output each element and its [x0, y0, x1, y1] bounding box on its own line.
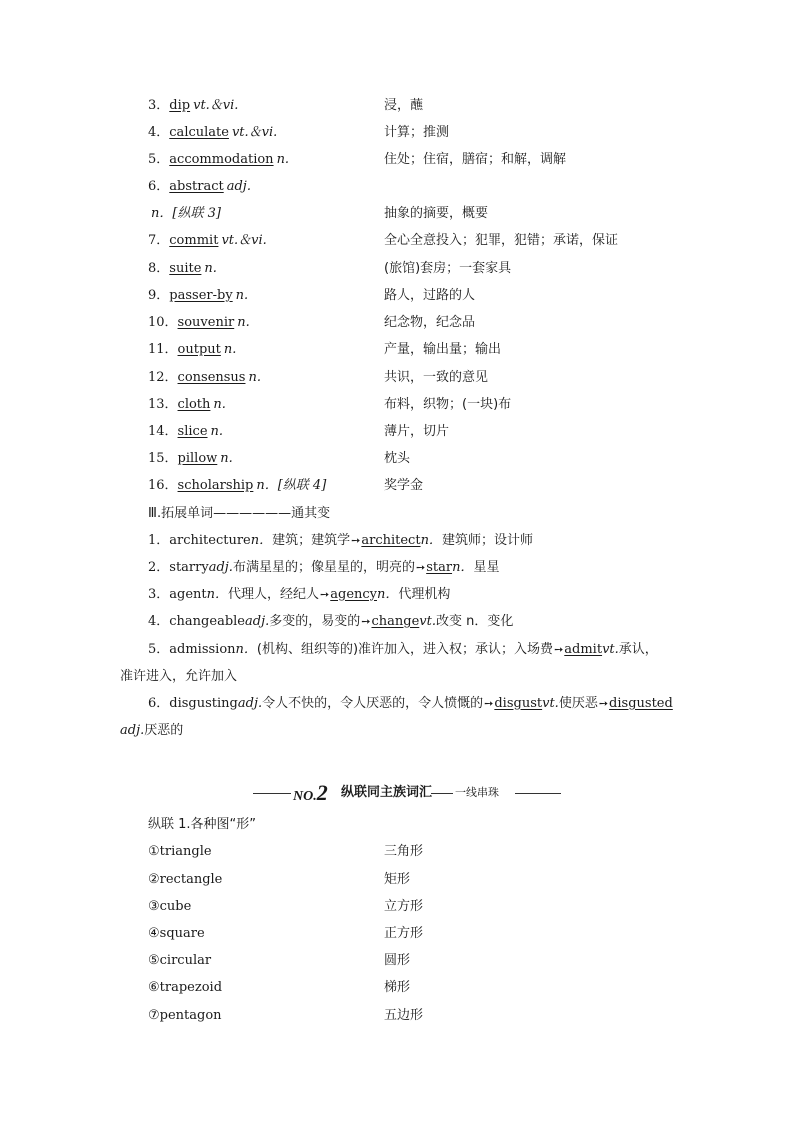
vocab-number: 12． [148, 370, 178, 385]
vocab-word: suite [169, 261, 202, 276]
vocab-row [148, 123, 708, 143]
vocab-number: 8． [148, 261, 170, 276]
definition: 建筑；建筑学 [272, 533, 351, 548]
derived-word: change [371, 614, 420, 629]
vocab-meaning: 纪念物，纪念品 [384, 315, 476, 330]
part-of-speech: n. [213, 397, 226, 412]
vocab-entry [148, 476, 326, 496]
vocab-row [148, 313, 708, 333]
definition: 多变的，易变的 [269, 614, 361, 629]
vocab-row [148, 259, 708, 279]
vocab-entry [148, 231, 267, 251]
vocab-entry [148, 123, 277, 143]
vocab-entry [148, 449, 233, 469]
vocab-word: slice [177, 424, 208, 439]
part-of-speech: n. [237, 315, 250, 330]
vocab-number: 4． [148, 125, 170, 140]
banner-rule-left [253, 793, 291, 794]
vocab-number: 11． [148, 342, 178, 357]
derived-word: agency [330, 587, 378, 602]
vocab-meaning: 布料，织物；(一块)布 [384, 397, 512, 412]
ext-item-5 [148, 640, 678, 660]
vocab-number: 13． [148, 397, 178, 412]
definition: 建筑师；设计师 [441, 533, 533, 548]
shape-meaning: 梯形 [384, 980, 411, 995]
part-of-speech: n． [420, 533, 442, 548]
definition: 使厌恶 [558, 696, 598, 711]
vocab-meaning: 抽象的摘要，概要 [384, 206, 489, 221]
vocab-row [148, 449, 708, 469]
ext-word: 1．architecture [148, 533, 251, 548]
vocab-row [148, 204, 708, 224]
part-of-speech: vt.＆vi. [221, 233, 267, 248]
vocab-word: calculate [169, 125, 229, 140]
vocab-row [148, 340, 708, 360]
banner-digit: 2 [316, 780, 328, 805]
vocab-row [148, 476, 708, 496]
part-of-speech: n. [204, 261, 217, 276]
vocab-entry [148, 204, 221, 224]
arrow-icon: ➙ [361, 615, 371, 628]
ext-item [148, 531, 678, 551]
vocab-word: scholarship [177, 478, 254, 493]
shape-meaning: 圆形 [384, 953, 411, 968]
shape-word: ⑦pentagon [148, 1008, 222, 1023]
part-of-speech: vt.＆vi. [193, 98, 239, 113]
part-of-speech: n．[纵联 4] [256, 478, 327, 493]
vocab-row [148, 368, 708, 388]
shape-word: ②rectangle [148, 872, 223, 887]
part-of-speech: adj. [237, 696, 263, 711]
shape-word: ④square [148, 926, 205, 941]
vocab-meaning: 全心全意投入；犯罪，犯错；承诺，保证 [384, 233, 619, 248]
definition: 改变 n．变化 [435, 614, 514, 629]
banner-title: 纵联同主族词汇 [341, 785, 433, 800]
shape-word: ①triangle [148, 844, 212, 859]
vocab-meaning: 路人，过路的人 [384, 288, 476, 303]
part-of-speech: adj. [226, 179, 251, 194]
part-of-speech: n． [250, 533, 273, 548]
ext-word: 4．changeable [148, 614, 245, 629]
banner-number [293, 780, 328, 810]
part-of-speech: adj. [120, 723, 145, 738]
vocab-row [148, 422, 708, 442]
vocab-meaning: 产量，输出量；输出 [384, 342, 502, 357]
vocab-meaning: 住处；住宿，膳宿；和解，调解 [384, 152, 567, 167]
ext-word: 3．agent [148, 587, 207, 602]
part-of-speech: n. [220, 451, 233, 466]
shape-meaning: 五边形 [384, 1008, 424, 1023]
vocab-row [148, 286, 708, 306]
part-of-speech: n. [210, 424, 224, 439]
vocab-meaning: 奖学金 [384, 478, 424, 493]
vocab-number: 14． [148, 424, 178, 439]
shape-row [148, 842, 708, 862]
shape-meaning: 三角形 [384, 844, 424, 859]
derived-word: architect [361, 533, 421, 548]
arrow-icon: ➙ [320, 588, 330, 601]
shape-row [148, 924, 708, 944]
banner-rule-right [515, 793, 561, 794]
part-of-speech: n．[纵联 3] [151, 206, 221, 221]
vocab-meaning: 共识，一致的意见 [384, 370, 489, 385]
part-of-speech: n. [223, 342, 237, 357]
section-banner [253, 780, 569, 806]
part-of-speech: n. [248, 370, 261, 385]
part-of-speech: n． [206, 587, 229, 602]
vocab-word: cloth [177, 397, 211, 412]
vocab-number: 3． [148, 98, 170, 113]
vocab-number: 10． [148, 315, 178, 330]
vocab-number: 16． [148, 478, 178, 493]
part-of-speech: n． [377, 587, 399, 602]
definition: 代理机构 [398, 587, 451, 602]
shapes-heading: 纵联 1.各种图“形” [148, 817, 257, 832]
vocab-entry [148, 395, 226, 415]
part-of-speech: n. [276, 152, 290, 167]
vocab-entry [148, 422, 223, 442]
vocab-row [148, 231, 708, 251]
ext-item [148, 612, 678, 632]
vocab-entry [148, 340, 236, 360]
vocab-row [148, 395, 708, 415]
part-of-speech: vt.＆vi. [231, 125, 278, 140]
ext-word: 6．disgusting [148, 696, 238, 711]
vocab-number: 5． [148, 152, 170, 167]
definition: (机构、组织等的)准许加入，进入权；承认；入场费 [256, 642, 554, 657]
banner-prefix: NO. [293, 789, 317, 804]
derived-word: admit [564, 642, 603, 657]
vocab-entry [148, 286, 248, 306]
definition: 令人不快的，令人厌恶的，令人愤慨的 [262, 696, 484, 711]
arrow-icon: ➙ [598, 697, 609, 710]
part-of-speech: n． [452, 560, 474, 575]
vocab-word: dip [169, 98, 191, 113]
shape-row [148, 951, 708, 971]
vocab-row [148, 177, 708, 197]
part-of-speech: n． [235, 642, 257, 657]
vocab-word: passer-by [169, 288, 233, 303]
vocab-row [148, 150, 708, 170]
shape-word: ③cube [148, 899, 192, 914]
vocab-entry [148, 313, 250, 333]
shape-meaning: 立方形 [384, 899, 424, 914]
part-of-speech: vt. [419, 614, 436, 629]
part-of-speech: vt. [602, 642, 619, 657]
definition: 布满星星的；像星星的，明亮的 [232, 560, 415, 575]
derived-word: star [426, 560, 453, 575]
definition: 承认， [618, 642, 658, 657]
ext-item-6-continued [120, 721, 680, 741]
vocab-word: abstract [169, 179, 224, 194]
vocab-word: output [177, 342, 221, 357]
vocab-word: souvenir [177, 315, 235, 330]
shape-row [148, 1006, 708, 1026]
ext-item [148, 558, 678, 578]
ext-word: 2．starry [148, 560, 209, 575]
ext-word: 5．admission [148, 642, 236, 657]
vocab-row [148, 96, 708, 116]
definition: 星星 [473, 560, 500, 575]
ext-item-6 [148, 694, 678, 714]
derived-word: disgusted [609, 696, 673, 711]
arrow-icon: ➙ [484, 697, 494, 710]
arrow-icon: ➙ [351, 534, 361, 547]
part-of-speech: adj. [245, 614, 270, 629]
vocab-meaning: 枕头 [384, 451, 411, 466]
vocab-word: consensus [177, 370, 246, 385]
shape-meaning: 矩形 [384, 872, 411, 887]
shape-meaning: 正方形 [384, 926, 424, 941]
part-of-speech: vt. [542, 696, 559, 711]
shape-word: ⑥trapezoid [148, 980, 223, 995]
vocab-number: 15． [148, 451, 178, 466]
ext-item [148, 585, 678, 605]
shape-row [148, 897, 708, 917]
vocab-meaning: 计算；推测 [384, 125, 450, 140]
arrow-icon: ➙ [415, 561, 426, 574]
vocab-word: pillow [177, 451, 218, 466]
vocab-entry [148, 96, 238, 116]
vocab-entry [148, 368, 261, 388]
banner-rule-middle [431, 793, 453, 794]
part-of-speech: adj. [208, 560, 233, 575]
vocab-meaning: (旅馆)套房；一套家具 [384, 261, 512, 276]
shape-row [148, 870, 708, 890]
derived-word: disgust [494, 696, 543, 711]
vocab-entry [148, 259, 217, 279]
arrow-icon: ➙ [554, 643, 564, 656]
banner-subtitle: 一线串珠 [455, 786, 499, 799]
vocab-entry [148, 150, 289, 170]
shape-row [148, 978, 708, 998]
vocab-word: accommodation [169, 152, 274, 167]
definition: 代理人，经纪人 [228, 587, 320, 602]
vocab-word: commit [169, 233, 219, 248]
part-of-speech: n. [235, 288, 249, 303]
vocab-entry [148, 177, 251, 197]
vocab-number: 9． [148, 288, 170, 303]
vocab-number: 7． [148, 233, 170, 248]
vocab-meaning: 薄片，切片 [384, 424, 450, 439]
shape-word: ⑤circular [148, 953, 212, 968]
vocab-number: 6． [148, 179, 170, 194]
ext-item-5-continued: 准许进入，允许加入 [120, 669, 238, 684]
section-heading: Ⅲ.拓展单词——————通其变 [148, 506, 331, 521]
vocab-meaning: 浸，蘸 [384, 98, 424, 113]
definition: 厌恶的 [144, 723, 184, 738]
